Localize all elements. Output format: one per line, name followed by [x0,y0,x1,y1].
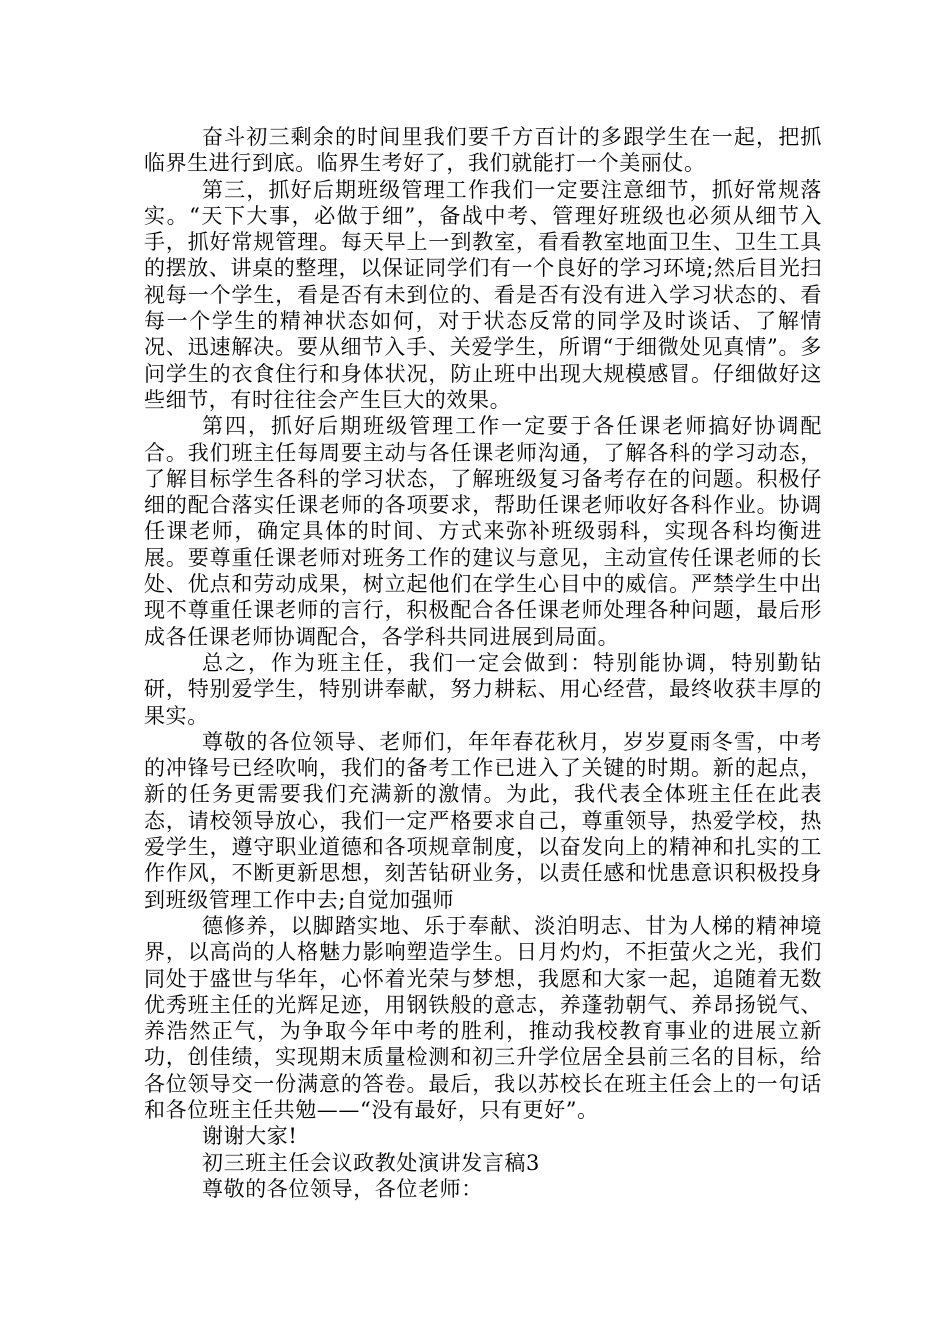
salutation: 尊敬的各位领导，各位老师： [202,1176,483,1201]
paragraph-1: 奋斗初三剩余的时间里我们要千方百计的多跟学生在一起，把抓临界生进行到底。临界生考好了，我们就能打一个美丽仗。 [144,125,822,176]
document-body [144,124,822,1202]
paragraph-4: 总之，作为班主任，我们一定会做到：特别能协调，特别勤钻研，特别爱学生，特别讲奉献，努力耕耘、用心经营，最终收获丰厚的果实。 [144,650,822,728]
paragraph-thanks: 谢谢大家! [202,1124,298,1149]
paragraph-6: 德修养，以脚踏实地、乐于奉献、淡泊明志、甘为人梯的精神境界，以高尚的人格魅力影响塑造学生。日月灼灼，不拒萤火之光，我们同处于盛世与华年，心怀着光荣与梦想，我愿和大家一起，追随着无数优秀班主任的光辉足迹，用钢铁般的意志，养蓬勃朝气、养昂扬锐气、养浩然正气，为争取今年中考的胜利，推动我校教育事业的进展立新功，创佳绩，实现期末质量检测和初三升学位居全县前三名的目标，给各位领导交一份满意的答卷。最后，我以苏校长在班主任会上的一句话和各位班主任共勉——“没有最好，只有更好”。 [144,913,822,1122]
section-heading: 初三班主任会议政教处演讲发言稿3 [202,1150,540,1175]
paragraph-2: 第三，抓好后期班级管理工作我们一定要注意细节，抓好常规落实。“天下大事，必做于细”，备战中考、管理好班级也必须从细节入手，抓好常规管理。每天早上一到教室，看看教室地面卫生、卫生工具的摆放、讲桌的整理，以保证同学们有一个良好的学习环境;然后目光扫视每一个学生，看是否有未到位的、看是否有没有进入学习状态的、看每一个学生的精神状态如何，对于状态反常的同学及时谈话、了解情况、迅速解决。要从细节入手、关爱学生，所谓“于细微处见真情”。多问学生的衣食住行和身体状况，防止班中出现大规模感冒。仔细做好这些细节，有时往往会产生巨大的效果。 [144,177,822,412]
paragraph-5: 尊敬的各位领导、老师们，年年春花秋月，岁岁夏雨冬雪，中考的冲锋号已经吹响，我们的备考工作已进入了关键的时期。新的起点，新的任务更需要我们充满新的激情。为此，我代表全体班主任在此表态，请校领导放心，我们一定严格要求自己，尊重领导，热爱学校，热爱学生，遵守职业道德和各项规章制度，以奋发向上的精神和扎实的工作作风，不断更新思想，刻苦钻研业务，以责任感和忧患意识积极投身到班级管理工作中去;自觉加强师 [144,729,822,912]
paragraph-3: 第四，抓好后期班级管理工作一定要于各任课老师搞好协调配合。我们班主任每周要主动与各任课老师沟通，了解各科的学习动态，了解目标学生各科的学习状态，了解班级复习备考存在的问题。积极仔细的配合落实任课老师的各项要求，帮助任课老师收好各科作业。协调任课老师，确定具体的时间、方式来弥补班级弱科，实现各科均衡进展。要尊重任课老师对班务工作的建议与意见，主动宣传任课老师的长处、优点和劳动成果，树立起他们在学生心目中的威信。严禁学生中出现不尊重任课老师的言行，积极配合各任课老师处理各种问题，最后形成各任课老师协调配合，各学科共同进展到局面。 [144,414,822,649]
